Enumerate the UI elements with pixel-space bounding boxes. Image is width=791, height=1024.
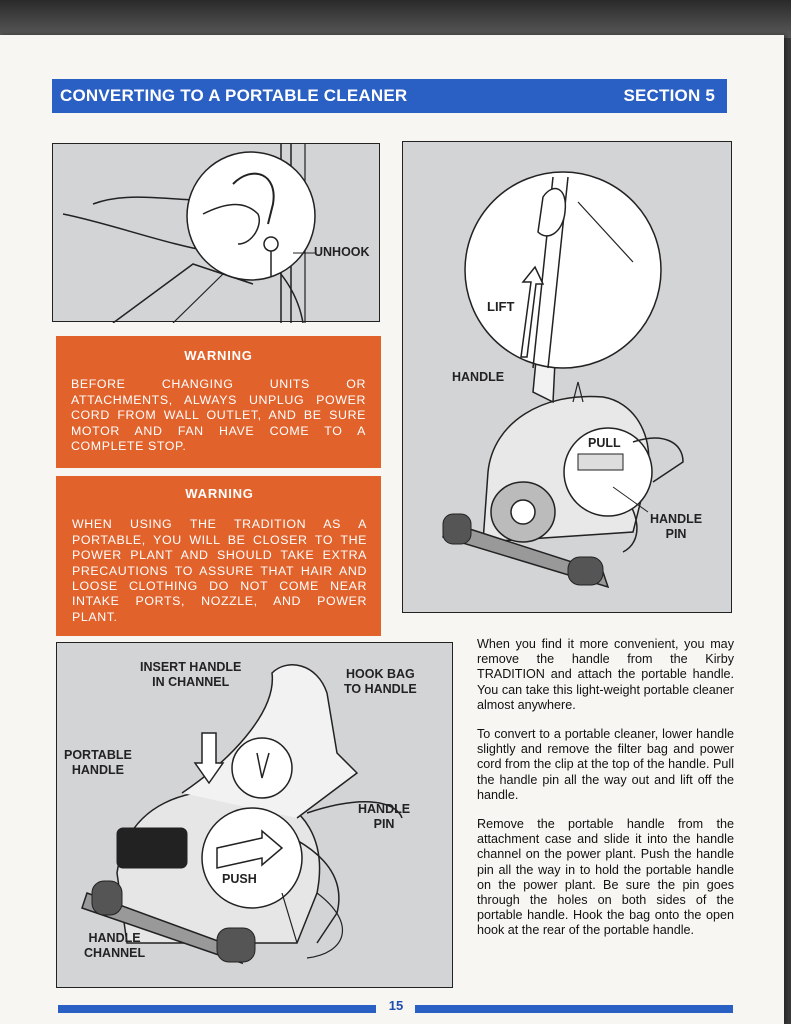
- warning-box-portable: [56, 476, 381, 636]
- label-handle-pin-3: [358, 802, 410, 832]
- paragraph-remove-handle: To convert to a portable cleaner, lower handle slightly and remove the filter bag and power cord from the clip at the top of the handle. Pull the handle pin all the way out and lift off the handle.: [477, 727, 734, 802]
- footer-bar-left: [58, 1005, 376, 1013]
- warning-title: WARNING: [185, 486, 254, 501]
- label-portable-handle: [64, 748, 132, 778]
- instructions-text: [477, 637, 734, 953]
- label-portable-line2: HANDLE: [71, 763, 124, 777]
- label-insert-line1: INSERT HANDLE: [140, 660, 242, 674]
- label-handle-channel: [84, 931, 145, 961]
- label-handle-pin: [650, 512, 702, 542]
- label-insert-handle: [140, 660, 241, 690]
- warning-text: BEFORE CHANGING UNITS OR ATTACHMENTS, ALWAYS UNPLUG POWER CORD FROM WALL OUTLET, AND BE SURE MOTOR AND FAN HAVE COME TO A COMPLETE STOP.: [71, 377, 366, 454]
- label-hook-line1: HOOK BAG: [345, 667, 415, 681]
- label-unhook: UNHOOK: [314, 245, 370, 259]
- label-handle-pin-line2: PIN: [665, 527, 687, 541]
- label-lift: LIFT: [487, 299, 515, 314]
- label-channel-line1: HANDLE: [88, 931, 141, 945]
- label-pull: PULL: [588, 436, 621, 450]
- footer-bar-right: [415, 1005, 733, 1013]
- label-hook-bag: [344, 667, 417, 697]
- warning-box-unplug: [56, 336, 381, 468]
- label-handle-pin-line1: HANDLE: [650, 512, 703, 526]
- paragraph-attach-portable: Remove the portable handle from the attachment case and slide it into the handle channel on the power plant. Push the handle pin all the way in to hold the portable handle on the power plant. Be sure the pin goes through the holes on both sides of the portable handle. Hook the bag onto the open hook at the rear of the portable handle.: [477, 817, 734, 938]
- page-title: CONVERTING TO A PORTABLE CLEANER: [60, 86, 408, 105]
- label-hook-line2: TO HANDLE: [344, 682, 417, 696]
- paragraph-intro: When you find it more convenient, you may remove the handle from the Kirby TRADITION and attach the portable handle. You can take this light-weight portable cleaner almost anywhere.: [477, 637, 734, 712]
- section-label: SECTION 5: [623, 86, 715, 105]
- label-insert-line2: IN CHANNEL: [152, 675, 230, 689]
- page-number: 15: [388, 998, 404, 1013]
- label-channel-line2: CHANNEL: [84, 946, 146, 960]
- unhook-illustration: [53, 144, 381, 323]
- warning-title: WARNING: [184, 348, 253, 363]
- label-push: PUSH: [222, 872, 257, 886]
- figure-unhook: [52, 143, 380, 322]
- warning-text: WHEN USING THE TRADITION AS A PORTABLE, YOU WILL BE CLOSER TO THE POWER PLANT AND SHOULD TAKE EXTRA PRECAUTIONS TO ASSURE THAT HAIR AND LOOSE CLOTHING DO NOT COME NEAR INTAKE PORTS, NOZZLE, AND POWER PLANT.: [72, 517, 367, 624]
- background-edge: [0, 0, 791, 38]
- label-pin-line1: HANDLE: [358, 802, 411, 816]
- section-header: [52, 79, 727, 113]
- label-portable-line1: PORTABLE: [64, 748, 132, 762]
- label-handle: HANDLE: [452, 370, 505, 384]
- label-pin-line2: PIN: [373, 817, 395, 831]
